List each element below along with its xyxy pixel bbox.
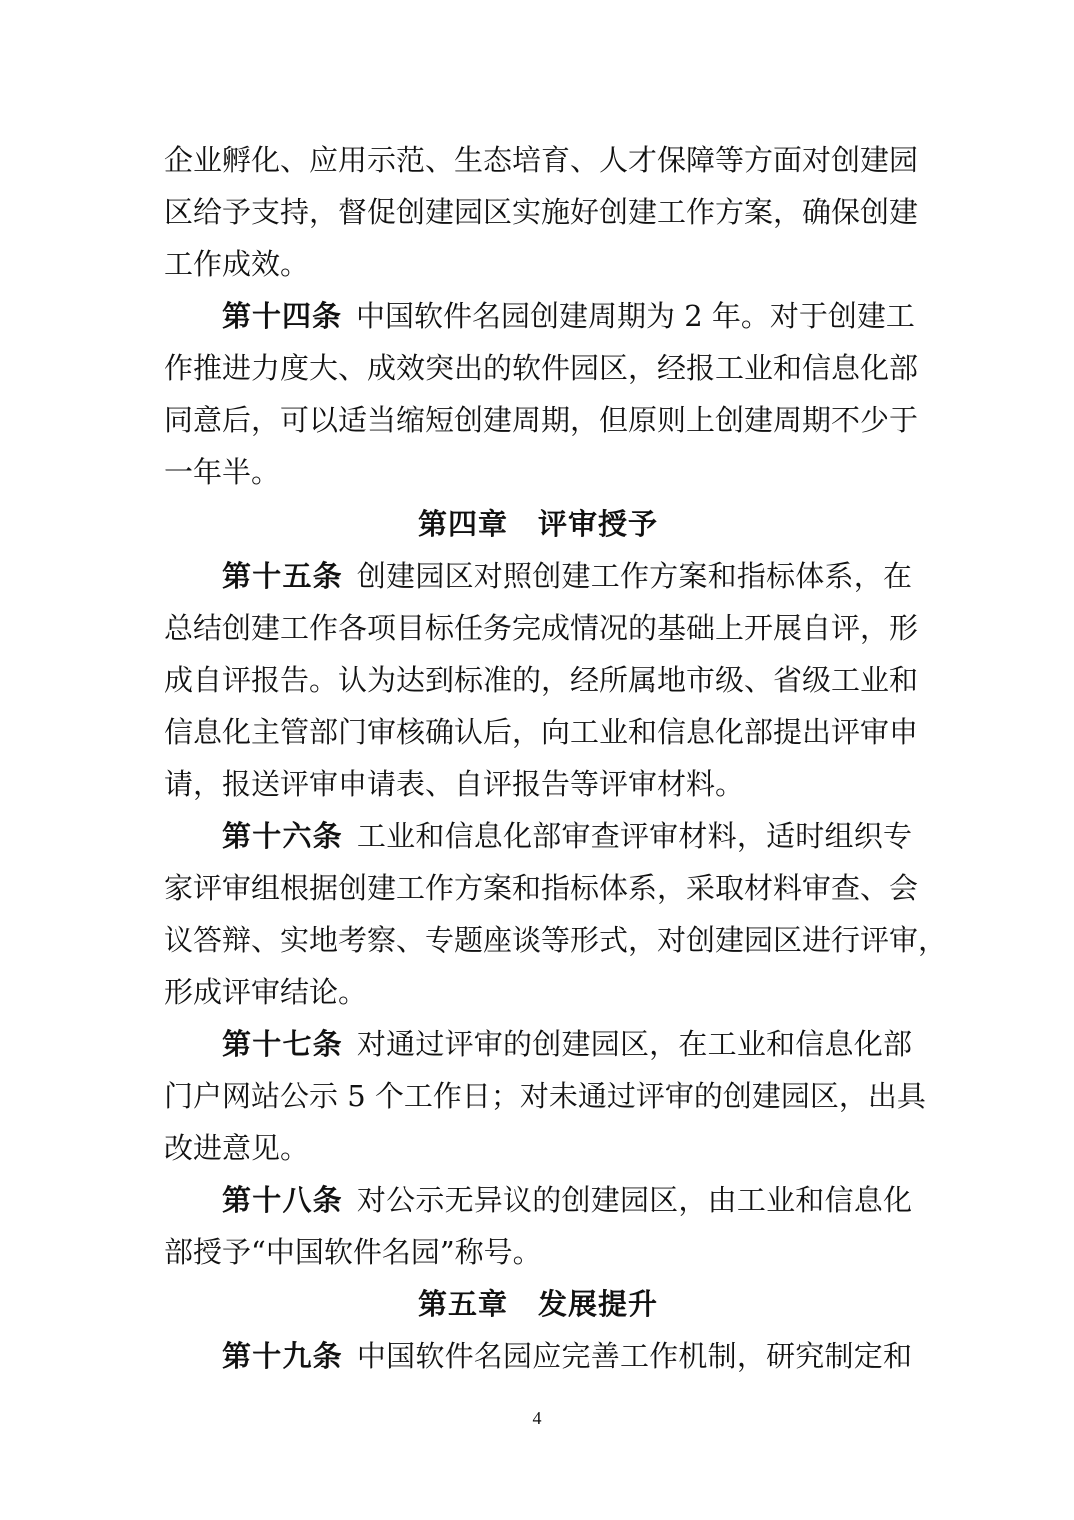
- text-line: 请，报送评审申请表、自评报告等评审材料。: [164, 767, 745, 801]
- text-line: [164, 1330, 912, 1382]
- text-line: 改进意见。: [164, 1131, 310, 1165]
- chapter-heading-4: [164, 498, 912, 550]
- article-19: [164, 1330, 912, 1382]
- text-line: 部授予“中国软件名园”称号。: [164, 1235, 542, 1269]
- text-line: 工作成效。: [164, 247, 310, 281]
- chapter-number: 第五章: [417, 1287, 508, 1321]
- text-line: 门户网站公示 5 个工作日；对未通过评审的创建园区，出具: [164, 1079, 926, 1113]
- chapter-title: 评审授予: [538, 507, 659, 541]
- article-text: 创建园区对照创建工作方案和指标体系，在: [356, 559, 912, 593]
- text-line: 成自评报告。认为达到标准的，经所属地市级、省级工业和: [164, 663, 919, 697]
- chapter-number: 第四章: [417, 507, 508, 541]
- text-line: 一年半。: [164, 455, 281, 489]
- article-text: 对公示无异议的创建园区，由工业和信息化: [356, 1183, 912, 1217]
- article-14: [164, 290, 919, 498]
- article-18: [164, 1174, 912, 1278]
- text-line: 家评审组根据创建工作方案和指标体系，采取材料审查、会: [164, 871, 919, 905]
- article-17: [164, 1018, 926, 1174]
- article-label: 第十五条: [222, 559, 343, 593]
- article-label: 第十六条: [222, 819, 343, 853]
- article-15: [164, 550, 919, 810]
- text-line: 形成评审结论。: [164, 975, 368, 1009]
- text-line: [164, 290, 915, 342]
- text-line: [164, 1174, 912, 1226]
- article-text: 中国软件名园创建周期为 2 年。对于创建工: [356, 299, 915, 333]
- document-body: [164, 134, 948, 1382]
- text-line: 信息化主管部门审核确认后，向工业和信息化部提出评审申: [164, 715, 919, 749]
- chapter-title: 发展提升: [538, 1287, 659, 1321]
- page-number: 4: [532, 1408, 542, 1428]
- article-text: 对通过评审的创建园区，在工业和信息化部: [356, 1027, 912, 1061]
- article-label: 第十九条: [222, 1339, 343, 1373]
- text-line: [164, 1018, 912, 1070]
- text-line: 企业孵化、应用示范、生态培育、人才保障等方面对创建园: [164, 143, 919, 177]
- text-line: 同意后，可以适当缩短创建周期，但原则上创建周期不少于: [164, 403, 919, 437]
- article-label: 第十七条: [222, 1027, 343, 1061]
- article-text: 中国软件名园应完善工作机制，研究制定和: [356, 1339, 912, 1373]
- text-line: [164, 550, 912, 602]
- text-line: 议答辩、实地考察、专题座谈等形式，对创建园区进行评审，: [164, 923, 948, 957]
- article-16: [164, 810, 948, 1018]
- text-line: [164, 810, 912, 862]
- chapter-heading-5: [164, 1278, 912, 1330]
- article-label: 第十八条: [222, 1183, 343, 1217]
- article-text: 工业和信息化部审查评审材料，适时组织专: [356, 819, 912, 853]
- text-line: 总结创建工作各项目标任务完成情况的基础上开展自评，形: [164, 611, 919, 645]
- text-line: 作推进力度大、成效突出的软件园区，经报工业和信息化部: [164, 351, 919, 385]
- text-line: 区给予支持，督促创建园区实施好创建工作方案，确保创建: [164, 195, 919, 229]
- article-label: 第十四条: [222, 299, 343, 333]
- paragraph-continuation: [164, 134, 919, 290]
